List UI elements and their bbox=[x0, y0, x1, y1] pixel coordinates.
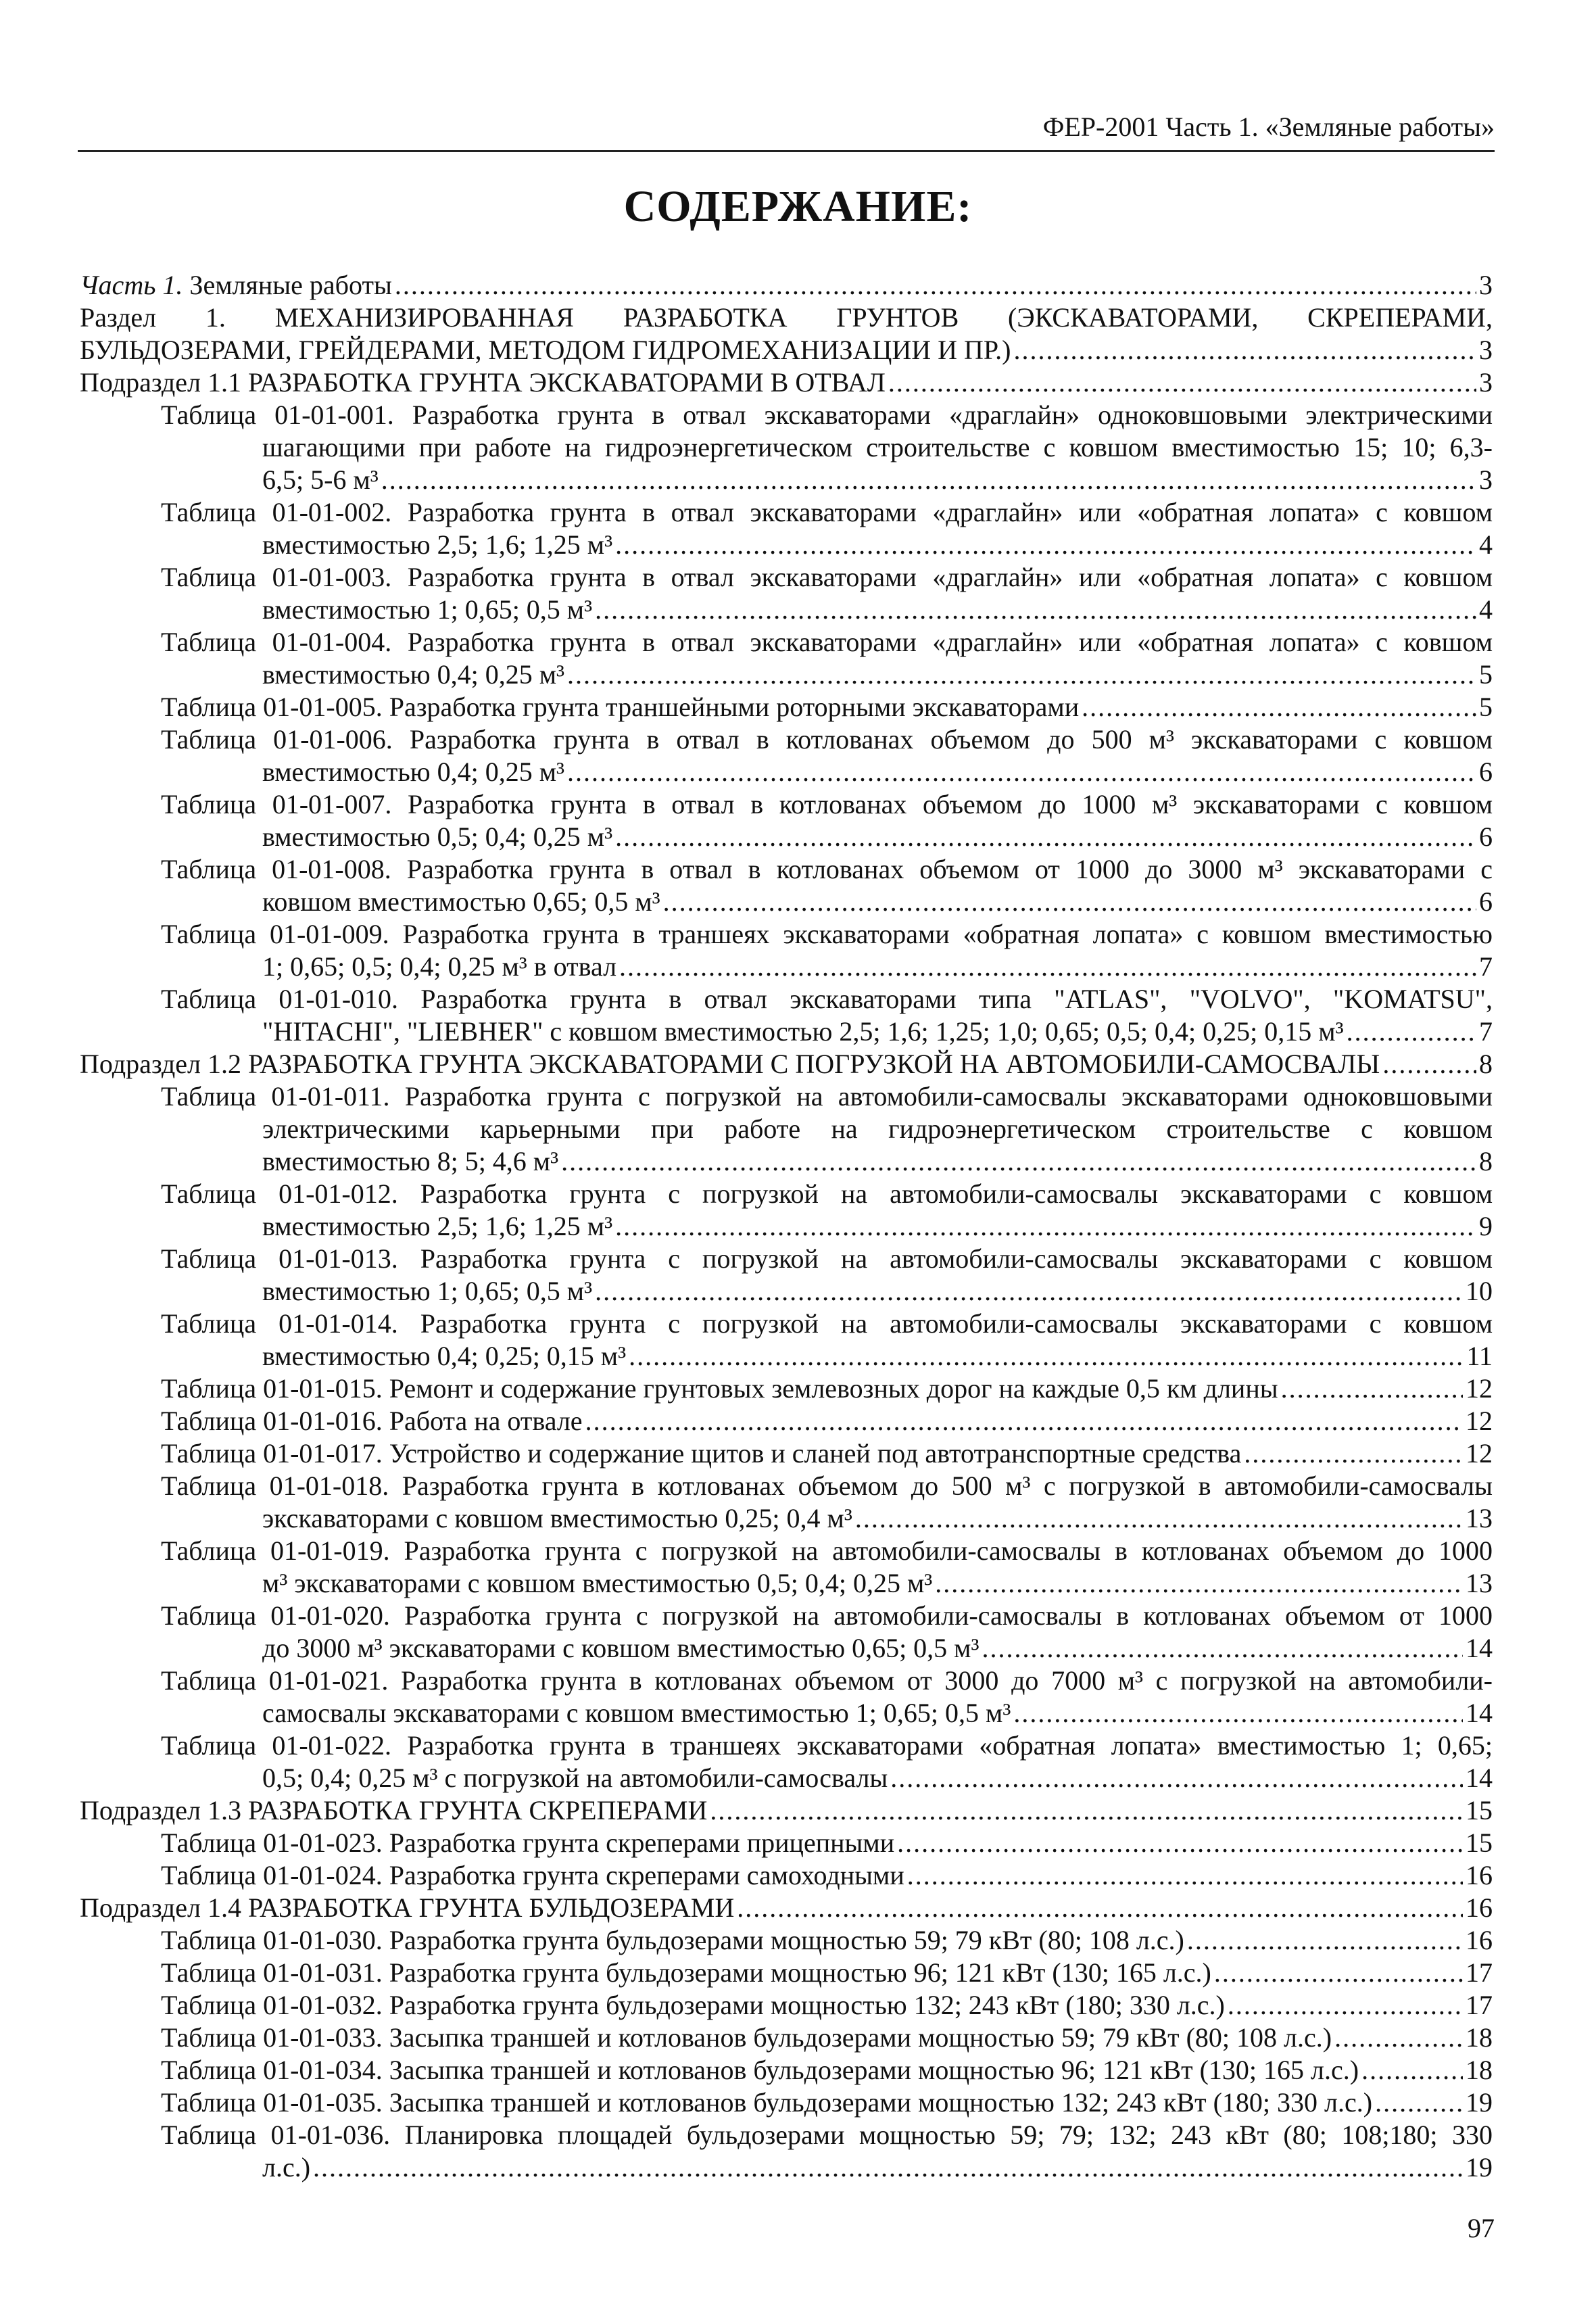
leader-dots bbox=[907, 1859, 1463, 1892]
toc-entry-line: Таблица 01-01-030. Разработка грунта бульдозерами мощностью 59; 79 кВт (80; 108 л.с.) bbox=[161, 1925, 1184, 1955]
toc-entry-table[interactable] bbox=[80, 1989, 1493, 2022]
toc-entry-table[interactable] bbox=[80, 691, 1493, 723]
toc-page-number: 17 bbox=[1466, 1957, 1493, 1988]
toc-entry-line: Таблица 01-01-006. Разработка грунта в отвал в котлованах объемом до 500 м³ экскаваторами с ковшом bbox=[161, 724, 1493, 755]
toc-entry-line: м³ экскаваторами с ковшом вместимостью 0,5; 0,4; 0,25 м³ bbox=[262, 1568, 933, 1598]
toc-entry-table[interactable] bbox=[80, 1080, 1493, 1178]
leader-dots bbox=[710, 1794, 1463, 1827]
leader-dots bbox=[1382, 1048, 1476, 1080]
toc-entry-section[interactable] bbox=[80, 302, 1493, 366]
leader-dots bbox=[663, 886, 1476, 918]
toc-page-number: 6 bbox=[1479, 757, 1493, 787]
leader-dots bbox=[897, 1827, 1463, 1859]
toc-entry-line: Таблица 01-01-023. Разработка грунта скреперами прицепными bbox=[161, 1828, 895, 1858]
toc-page-number: 3 bbox=[1479, 335, 1493, 365]
toc-entry-subsection[interactable] bbox=[80, 1794, 1493, 1827]
leader-dots bbox=[585, 1405, 1463, 1437]
toc-entry-line: Таблица 01-01-008. Разработка грунта в отвал в котлованах объемом от 1000 до 3000 м³ экскаваторами с bbox=[161, 854, 1493, 884]
toc-entry-line: Таблица 01-01-020. Разработка грунта с погрузкой на автомобили-самосвалы в котлованах объемом от 1000 bbox=[161, 1600, 1493, 1631]
toc-page-number: 8 bbox=[1479, 1146, 1493, 1176]
leader-dots bbox=[567, 756, 1476, 788]
leader-dots bbox=[615, 1210, 1476, 1243]
toc-entry-line: электрическими карьерными при работе на гидроэнергетическом строительстве с ковшом bbox=[262, 1114, 1493, 1144]
toc-entry-line: Подраздел 1.3 РАЗРАБОТКА ГРУНТА СКРЕПЕРАМИ bbox=[80, 1795, 708, 1825]
toc-entry-line: до 3000 м³ экскаваторами с ковшом вместимостью 0,65; 0,5 м³ bbox=[262, 1633, 980, 1663]
toc-entry-table[interactable] bbox=[80, 1178, 1493, 1243]
toc-page-number: 6 bbox=[1479, 821, 1493, 852]
toc-entry-table[interactable] bbox=[80, 1827, 1493, 1859]
leader-dots bbox=[313, 2151, 1463, 2184]
toc-entry-line: 6,5; 5-6 м³ bbox=[262, 464, 379, 495]
toc-entry-line: самосвалы экскаваторами с ковшом вместимостью 1; 0,65; 0,5 м³ bbox=[262, 1698, 1011, 1728]
toc-page-number: 18 bbox=[1466, 2022, 1493, 2053]
toc-entry-line: Таблица 01-01-031. Разработка грунта бульдозерами мощностью 96; 121 кВт (130; 165 л.с.) bbox=[161, 1957, 1211, 1988]
toc-entry-line: Подраздел 1.2 РАЗРАБОТКА ГРУНТА ЭКСКАВАТОРАМИ С ПОГРУЗКОЙ НА АВТОМОБИЛИ-САМОСВАЛЫ bbox=[80, 1049, 1380, 1079]
toc-entry-line: Таблица 01-01-022. Разработка грунта в траншеях экскаваторами «обратная лопата» вместимостью 1; 0,65; bbox=[161, 1730, 1493, 1761]
toc-entry-line: Таблица 01-01-018. Разработка грунта в котлованах объемом до 500 м³ с погрузкой в автомобили-самосвалы bbox=[161, 1471, 1493, 1501]
toc-page-number: 19 bbox=[1466, 2087, 1493, 2118]
leader-dots bbox=[595, 1275, 1463, 1308]
leader-dots bbox=[1214, 1957, 1463, 1989]
toc-entry-line: Таблица 01-01-014. Разработка грунта с погрузкой на автомобили-самосвалы экскаваторами с ковшом bbox=[161, 1308, 1493, 1339]
toc-entry-line: Таблица 01-01-001. Разработка грунта в отвал экскаваторами «драглайн» одноковшовыми электрическими bbox=[161, 400, 1493, 430]
toc-page-number: 16 bbox=[1466, 1860, 1493, 1890]
toc-entry-line: Таблица 01-01-013. Разработка грунта с погрузкой на автомобили-самосвалы экскаваторами с ковшом bbox=[161, 1243, 1493, 1274]
leader-dots bbox=[1244, 1437, 1463, 1470]
toc-entry-line: Таблица 01-01-015. Ремонт и содержание грунтовых землевозных дорог на каждые 0,5 км длины bbox=[161, 1373, 1278, 1404]
leader-dots bbox=[1375, 2086, 1463, 2119]
toc-page-number: 3 bbox=[1479, 464, 1493, 495]
toc-entry-table[interactable] bbox=[80, 2022, 1493, 2054]
toc-entry-line: вместимостью 0,4; 0,25; 0,15 м³ bbox=[262, 1341, 627, 1371]
toc-entry-table[interactable] bbox=[80, 1470, 1493, 1535]
toc-page-number: 3 bbox=[1479, 367, 1493, 398]
leader-dots bbox=[737, 1892, 1463, 1924]
toc-entry-line: Таблица 01-01-034. Засыпка траншей и котлованов бульдозерами мощностью 96; 121 кВт (130; 165 л.с.) bbox=[161, 2055, 1359, 2085]
toc-entry-line: Таблица 01-01-035. Засыпка траншей и котлованов бульдозерами мощностью 132; 243 кВт (180; 330 л.с.) bbox=[161, 2087, 1373, 2118]
toc-entry-table[interactable] bbox=[80, 1373, 1493, 1405]
toc-entry-table[interactable] bbox=[80, 1729, 1493, 1794]
toc-page-number: 12 bbox=[1466, 1438, 1493, 1469]
toc-entry-line: Таблица 01-01-032. Разработка грунта бульдозерами мощностью 132; 243 кВт (180; 330 л.с.) bbox=[161, 1990, 1225, 2020]
toc-entry-line: Подраздел 1.1 РАЗРАБОТКА ГРУНТА ЭКСКАВАТОРАМИ В ОТВАЛ bbox=[80, 367, 886, 398]
toc-entry-table[interactable] bbox=[80, 723, 1493, 788]
toc-page-number: 3 bbox=[1479, 270, 1493, 300]
toc-entry-line: "HITACHI", "LIEBHER" с ковшом вместимостью 2,5; 1,6; 1,25; 1,0; 0,65; 0,5; 0,4; 0,25; 0,15 м³ bbox=[262, 1016, 1344, 1047]
toc-entry-part[interactable] bbox=[80, 269, 1493, 302]
toc-entry-line: Таблица 01-01-021. Разработка грунта в котлованах объемом от 3000 до 7000 м³ с погрузкой на автомобили- bbox=[161, 1665, 1493, 1696]
toc-page-number: 4 bbox=[1479, 529, 1493, 560]
toc-entry-line: Таблица 01-01-012. Разработка грунта с погрузкой на автомобили-самосвалы экскаваторами с ковшом bbox=[161, 1178, 1493, 1209]
toc-page-number: 13 bbox=[1466, 1568, 1493, 1598]
page-title: СОДЕРЖАНИЕ: bbox=[623, 182, 973, 231]
toc-entry-line: вместимостью 8; 5; 4,6 м³ bbox=[262, 1146, 559, 1176]
toc-entry-table[interactable] bbox=[80, 853, 1493, 918]
toc-entry-line: Таблица 01-01-010. Разработка грунта в отвал экскаваторами типа "ATLAS", "VOLVO", "KOMATSU", bbox=[161, 984, 1493, 1014]
toc-entry-line: Таблица 01-01-009. Разработка грунта в траншеях экскаваторами «обратная лопата» с ковшом вместимостью bbox=[161, 919, 1493, 949]
leader-dots bbox=[615, 529, 1476, 561]
toc-entry-table[interactable] bbox=[80, 1308, 1493, 1373]
toc-page-number: 6 bbox=[1479, 886, 1493, 917]
toc-entry-line: ковшом вместимостью 0,65; 0,5 м³ bbox=[262, 886, 660, 917]
toc-entry-line: Таблица 01-01-007. Разработка грунта в отвал в котлованах объемом до 1000 м³ экскаваторами с ковшом bbox=[161, 789, 1493, 819]
toc-entry-table[interactable] bbox=[80, 1859, 1493, 1892]
toc-entry-table[interactable] bbox=[80, 399, 1493, 496]
toc-entry-table[interactable] bbox=[80, 1957, 1493, 1989]
toc-section-line: БУЛЬДОЗЕРАМИ, ГРЕЙДЕРАМИ, МЕТОДОМ ГИДРОМЕХАНИЗАЦИИ И ПР.) bbox=[80, 335, 1011, 365]
toc-entry-list bbox=[80, 366, 1493, 2184]
leader-dots bbox=[1361, 2054, 1463, 2086]
toc-entry-table[interactable] bbox=[80, 1405, 1493, 1437]
toc-entry-line: Таблица 01-01-033. Засыпка траншей и котлованов бульдозерами мощностью 59; 79 кВт (80; 108 л.с.) bbox=[161, 2022, 1332, 2053]
leader-dots bbox=[381, 464, 1476, 496]
leader-dots bbox=[855, 1502, 1463, 1535]
leader-dots bbox=[1013, 334, 1476, 366]
toc-page-number: 14 bbox=[1466, 1763, 1493, 1793]
toc-page-number: 9 bbox=[1479, 1211, 1493, 1241]
toc-page-number: 14 bbox=[1466, 1698, 1493, 1728]
leader-dots bbox=[1347, 1016, 1476, 1048]
toc-entry-table[interactable] bbox=[80, 1600, 1493, 1665]
toc-page-number: 13 bbox=[1466, 1503, 1493, 1533]
toc-entry-line: экскаваторами с ковшом вместимостью 0,25; 0,4 м³ bbox=[262, 1503, 852, 1533]
toc-page-number: 7 bbox=[1479, 1016, 1493, 1047]
toc-entry-line: Таблица 01-01-003. Разработка грунта в отвал экскаваторами «драглайн» или «обратная лопата» с ковшом bbox=[161, 562, 1493, 592]
toc-page-number: 11 bbox=[1466, 1341, 1493, 1371]
toc-entry-table[interactable] bbox=[80, 2054, 1493, 2086]
toc-entry-line: вместимостью 2,5; 1,6; 1,25 м³ bbox=[262, 529, 613, 560]
toc-entry-table[interactable] bbox=[80, 1665, 1493, 1729]
leader-dots bbox=[595, 594, 1476, 626]
toc-page-number: 10 bbox=[1466, 1276, 1493, 1306]
toc-entry-line: Подраздел 1.4 РАЗРАБОТКА ГРУНТА БУЛЬДОЗЕРАМИ bbox=[80, 1892, 735, 1923]
toc-page-number: 4 bbox=[1479, 594, 1493, 625]
toc-entry-table[interactable] bbox=[80, 626, 1493, 691]
toc-entry-line: Таблица 01-01-002. Разработка грунта в отвал экскаваторами «драглайн» или «обратная лопата» с ковшом bbox=[161, 497, 1493, 527]
leader-dots bbox=[1187, 1924, 1463, 1957]
toc-page-number: 7 bbox=[1479, 951, 1493, 982]
leader-dots bbox=[1082, 691, 1476, 723]
toc-entry-line: 0,5; 0,4; 0,25 м³ с погрузкой на автомобили-самосвалы bbox=[262, 1763, 888, 1793]
toc-page-number: 12 bbox=[1466, 1406, 1493, 1436]
toc-part-text: Земляные работы bbox=[189, 270, 392, 300]
leader-dots bbox=[890, 1762, 1463, 1794]
leader-dots bbox=[1281, 1373, 1463, 1405]
toc-page-number: 15 bbox=[1466, 1795, 1493, 1825]
toc-page-number: 17 bbox=[1466, 1990, 1493, 2020]
toc-entry-line: Таблица 01-01-019. Разработка грунта с погрузкой на автомобили-самосвалы в котлованах объемом до 1000 bbox=[161, 1535, 1493, 1566]
toc-entry-table[interactable] bbox=[80, 788, 1493, 853]
toc-entry-table[interactable] bbox=[80, 496, 1493, 561]
toc-page-number: 19 bbox=[1466, 2152, 1493, 2182]
leader-dots bbox=[888, 366, 1476, 399]
toc-entry-table[interactable] bbox=[80, 918, 1493, 983]
toc-entry-line: Таблица 01-01-011. Разработка грунта с погрузкой на автомобили-самосвалы экскаваторами одноковшовыми bbox=[161, 1081, 1493, 1112]
toc-page-number: 8 bbox=[1479, 1049, 1493, 1079]
leader-dots bbox=[619, 951, 1476, 983]
leader-dots bbox=[1013, 1697, 1463, 1729]
toc-entry-line: вместимостью 0,4; 0,25 м³ bbox=[262, 659, 564, 690]
toc-entry-line: вместимостью 1; 0,65; 0,5 м³ bbox=[262, 594, 593, 625]
toc-entry-line: вместимостью 2,5; 1,6; 1,25 м³ bbox=[262, 1211, 613, 1241]
table-of-contents bbox=[80, 269, 1493, 2184]
leader-dots bbox=[1228, 1989, 1463, 2022]
leader-dots bbox=[567, 659, 1476, 691]
toc-entry-line: л.с.) bbox=[262, 2152, 311, 2182]
toc-page-number: 5 bbox=[1479, 692, 1493, 722]
toc-page-number: 16 bbox=[1466, 1925, 1493, 1955]
toc-part-prefix: Часть 1. bbox=[80, 270, 183, 300]
toc-entry-table[interactable] bbox=[80, 1437, 1493, 1470]
leader-dots bbox=[1334, 2022, 1463, 2054]
leader-dots bbox=[935, 1567, 1463, 1600]
toc-entry-subsection[interactable] bbox=[80, 1048, 1493, 1080]
toc-entry-subsection[interactable] bbox=[80, 1892, 1493, 1924]
toc-entry-line: вместимостью 0,5; 0,4; 0,25 м³ bbox=[262, 821, 613, 852]
toc-entry-table[interactable] bbox=[80, 1924, 1493, 1957]
toc-entry-line: Таблица 01-01-005. Разработка грунта траншейными роторными экскаваторами bbox=[161, 692, 1080, 722]
toc-entry-line: вместимостью 0,4; 0,25 м³ bbox=[262, 757, 564, 787]
leader-dots bbox=[395, 269, 1476, 302]
toc-entry-line: вместимостью 1; 0,65; 0,5 м³ bbox=[262, 1276, 593, 1306]
toc-entry-line: Таблица 01-01-024. Разработка грунта скреперами самоходными bbox=[161, 1860, 904, 1890]
toc-entry-table[interactable] bbox=[80, 983, 1493, 1048]
toc-page-number: 5 bbox=[1479, 659, 1493, 690]
toc-entry-table[interactable] bbox=[80, 561, 1493, 626]
page-number: 97 bbox=[1468, 2213, 1495, 2243]
toc-page-number: 15 bbox=[1466, 1828, 1493, 1858]
leader-dots bbox=[615, 821, 1476, 853]
toc-page-number: 12 bbox=[1466, 1373, 1493, 1404]
toc-entry-subsection[interactable] bbox=[80, 366, 1493, 399]
running-header: ФЕР-2001 Часть 1. «Земляные работы» bbox=[78, 108, 1495, 152]
toc-page-number: 14 bbox=[1466, 1633, 1493, 1663]
toc-entry-table[interactable] bbox=[80, 1243, 1493, 1308]
toc-entry-table[interactable] bbox=[80, 1535, 1493, 1600]
leader-dots bbox=[982, 1632, 1464, 1665]
leader-dots bbox=[561, 1145, 1476, 1178]
leader-dots bbox=[629, 1340, 1464, 1373]
toc-entry-table[interactable] bbox=[80, 2086, 1493, 2119]
toc-entry-line: Таблица 01-01-036. Планировка площадей бульдозерами мощностью 59; 79; 132; 243 кВт (80; 108;180; 330 bbox=[161, 2120, 1493, 2150]
toc-entry-line: шагающими при работе на гидроэнергетическом строительстве с ковшом вместимостью 15; 10; 6,3- bbox=[262, 432, 1493, 462]
toc-page-number: 16 bbox=[1466, 1892, 1493, 1923]
toc-page-number: 18 bbox=[1466, 2055, 1493, 2085]
toc-section-line: Раздел 1. МЕХАНИЗИРОВАННАЯ РАЗРАБОТКА ГРУНТОВ (ЭКСКАВАТОРАМИ, СКРЕПЕРАМИ, bbox=[80, 302, 1493, 333]
toc-entry-line: Таблица 01-01-017. Устройство и содержание щитов и сланей под автотранспортные средства bbox=[161, 1438, 1242, 1469]
toc-entry-table[interactable] bbox=[80, 2119, 1493, 2184]
toc-entry-line: Таблица 01-01-016. Работа на отвале bbox=[161, 1406, 583, 1436]
toc-entry-line: 1; 0,65; 0,5; 0,4; 0,25 м³ в отвал bbox=[262, 951, 617, 982]
toc-entry-line: Таблица 01-01-004. Разработка грунта в отвал экскаваторами «драглайн» или «обратная лопата» с ковшом bbox=[161, 627, 1493, 657]
